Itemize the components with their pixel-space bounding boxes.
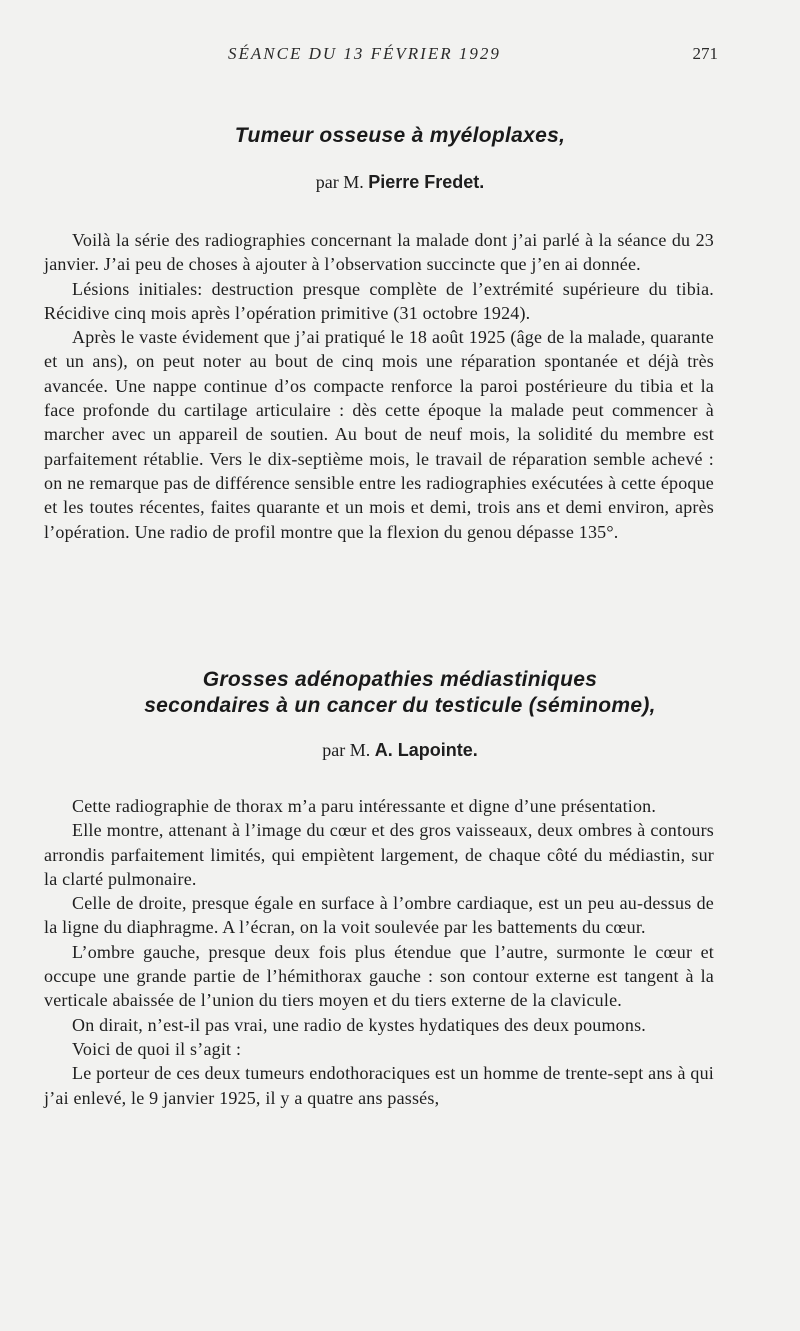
article2-title-main: secondaires à un cancer du testicule ( <box>144 694 537 717</box>
article1-author-name: Pierre Fredet. <box>368 172 485 192</box>
article2-paragraph-2: Elle montre, attenant à l’image du cœur et des gros vaisseaux, deux ombres à contours arrondis parfaitement limités, qui empiètent largement, de chaque côté du médiastin, sur la clarté pulmonaire. <box>44 820 714 889</box>
running-title: SÉANCE DU 13 FÉVRIER 1929 <box>228 44 501 63</box>
article1-paragraph-3: Après le vaste évidement que j’ai pratiqué le 18 août 1925 (âge de la malade, quarante et un ans), on peut noter au bout de cinq mois une réparation spontanée et déjà très avancée. Une nappe continue d’os compacte renforce la paroi postérieure du tibia et la face profonde du cartilage articulaire : dès cette époque la malade peut commencer à marcher avec un appareil de soutien. Au bout de neuf mois, la solidité du membre est parfaitement rétablie. Vers le dix-septième mois, le travail de réparation semble achevé : on ne remarque pas de différence sensible entre les radiographies exécutées à cette époque et les toutes récentes, faites quarante et un mois et demi, trois ans et demi environ, après l’opération. Une radio de profil montre que la flexion du genou dépasse 135°. <box>44 327 714 542</box>
article1-paragraph-2: Lésions initiales: destruction presque complète de l’extrémité supérieure du tibia. Récidive cinq mois après l’opération primitive (31 octobre 1924). <box>44 278 714 323</box>
article1-body <box>44 228 714 544</box>
article1-author-prefix: par M. <box>315 172 364 192</box>
article1-paragraph-1: Voilà la série des radiographies concernant la malade dont j’ai parlé à la séance du 23 janvier. J’ai peu de choses à ajouter à l’observation succincte que j’en ai donnée. <box>44 230 714 275</box>
article1-author <box>0 172 800 193</box>
page-number: 271 <box>692 44 718 63</box>
article2-paragraph-5: On dirait, n’est-il pas vrai, une radio de kystes hydatiques des deux poumons. <box>72 1014 646 1035</box>
article2-paragraph-3: Celle de droite, presque égale en surface à l’ombre cardiaque, est un peu au-dessus de la ligne du diaphragme. A l’écran, on la voit soulevée par les battements du cœur. <box>44 893 714 938</box>
article1-title: Tumeur osseuse à myéloplaxes, <box>234 124 566 147</box>
article2-paragraph-6: Voici de quoi il s’agit : <box>72 1038 242 1059</box>
article2-paragraph-4: L’ombre gauche, presque deux fois plus étendue que l’autre, surmonte le cœur et occupe une grande partie de l’hémithorax gauche : son contour externe est tangent à la verticale abaissée de l’union du tiers moyen et du tiers externe de la clavicule. <box>44 941 714 1011</box>
article2-title-paren: séminome <box>536 694 643 717</box>
article2-paragraph-1: Cette radiographie de thorax m’a paru intéressante et digne d’une présentation. <box>72 796 657 816</box>
article2-paragraph-7: Le porteur de ces deux tumeurs endothoraciques est un homme de trente-sept ans à qui j’ai enlevé, le 9 janvier 1925, il y a quatre ans passés, <box>44 1063 714 1108</box>
article2-author <box>0 740 800 761</box>
article2-author-name: A. Lapointe. <box>374 740 478 760</box>
article2-body <box>44 794 714 1110</box>
article2-title-line1: Grosses adénopathies médiastiniques <box>202 668 598 691</box>
article2-author-prefix: par M. <box>322 740 371 760</box>
article2-title-line2 <box>0 694 800 718</box>
running-header <box>0 44 800 68</box>
article2-title-end: ), <box>642 694 656 717</box>
